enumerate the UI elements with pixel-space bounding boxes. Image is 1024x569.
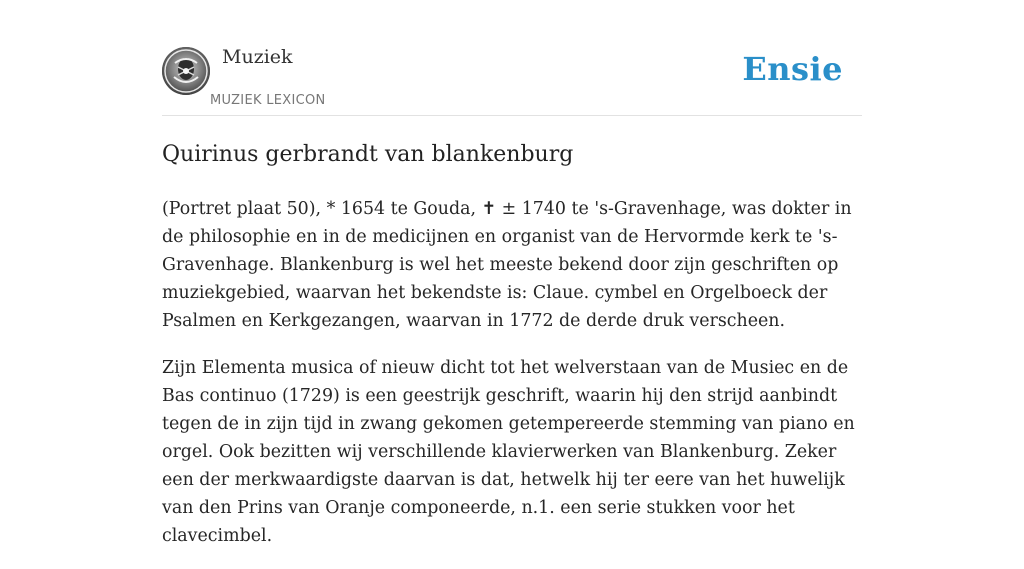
article	[162, 140, 862, 569]
category-link[interactable]: Muziek	[222, 46, 293, 68]
lexicon-label[interactable]: MUZIEK LEXICON	[210, 93, 326, 108]
music-emblem-icon[interactable]	[162, 47, 210, 95]
article-paragraph: Zijn Elementa musica of nieuw dicht tot het welverstaan van de Musiec en de Bas continuo (1729) is een geestrijk geschrift, waarin hij den strijd aanbindt tegen de in zijn tijd in zwang gekomen getempereerde stemming van piano en orgel. Ook bezitten wij verschillende klavierwerken van Blankenburg. Zeker een der merkwaardigste daarvan is dat, hetwelk hij ter eere van het huwelijk van den Prins van Oranje componeerde, n.1. een serie stukken voor het clavecimbel.	[162, 358, 855, 546]
page-title: Quirinus gerbrandt van blankenburg	[162, 142, 574, 167]
brand-logo[interactable]: Ensie	[742, 50, 843, 88]
emblem-graphic	[162, 47, 210, 95]
article-paragraph: (Portret plaat 50), * 1654 te Gouda, ✝ ± 1740 te 's-Gravenhage, was dokter in de philosophie en in de medicijnen en organist van de Hervormde kerk te 's-Gravenhage. Blankenburg is wel het meeste bekend door zijn geschriften op muziekgebied, waarvan het bekendste is: Claue. cymbel en Orgelboeck der Psalmen en Kerkgezangen, waarvan in 1772 de derde druk verscheen.	[162, 199, 852, 331]
site-header	[162, 0, 862, 116]
